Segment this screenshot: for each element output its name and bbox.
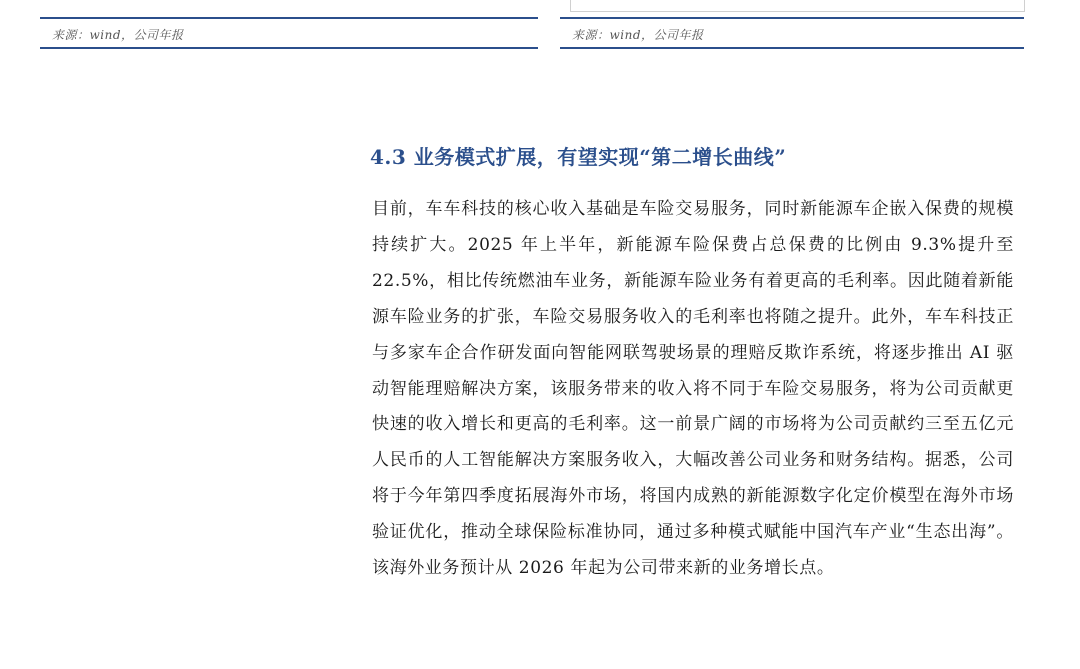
source-text-left: 来源：wind，公司年报 <box>52 28 184 42</box>
source-note-left <box>40 17 538 49</box>
section-heading: 4.3 业务模式扩展，有望实现“第二增长曲线” <box>370 145 787 169</box>
body-paragraph: 目前，车车科技的核心收入基础是车险交易服务，同时新能源车企嵌入保费的规模持续扩大。2025 年上半年，新能源车险保费占总保费的比例由 9.3%提升至 22.5%，相比传统燃油车业务，新能源车险业务有着更高的毛利率。因此随着新能源车险业务的扩张，车险交易服务收入的毛利率也将随之提升。此外，车车科技正与多家车企合作研发面向智能网联驾驶场景的理赔反欺诈系统，将逐步推出 AI 驱动智能理赔解决方案，该服务带来的收入将不同于车险交易服务，将为公司贡献更快速的收入增长和更高的毛利率。这一前景广阔的市场将为公司贡献约三至五亿元人民币的人工智能解决方案服务收入，大幅改善公司业务和财务结构。据悉，公司将于今年第四季度拓展海外市场，将国内成熟的新能源数字化定价模型在海外市场验证优化，推动全球保险标准协同，通过多种模式赋能中国汽车产业“生态出海”。该海外业务预计从 2026 年起为公司带来新的业务增长点。 <box>372 199 1014 579</box>
chart-frame-bottom <box>570 0 1025 12</box>
source-text-right: 来源：wind，公司年报 <box>572 28 704 42</box>
source-note-right <box>560 17 1024 49</box>
